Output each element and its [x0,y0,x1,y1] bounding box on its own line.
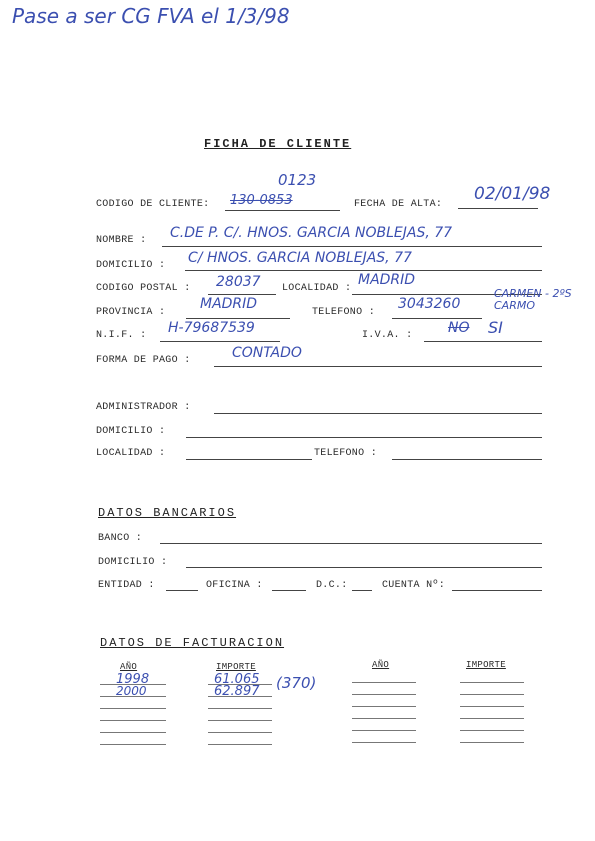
forma-pago-value: CONTADO [232,345,302,361]
fecha-alta-value: 02/01/98 [474,184,551,204]
telefono-label: TELEFONO : [312,307,376,318]
fact-line [208,744,272,745]
fact-line [460,706,524,707]
fact-line [352,742,416,743]
provincia-value: MADRID [200,296,258,312]
entidad-line [166,590,198,591]
iva-value: SI [488,318,503,337]
iva-line [424,341,542,342]
col-ano-right: AÑO [372,660,390,670]
fact-line [460,742,524,743]
administrador-line [214,413,542,414]
iva-struck: NO [448,320,470,336]
iva-label: I.V.A. : [362,330,413,341]
dc-line [352,590,372,591]
fact-line [352,706,416,707]
handwritten-note: Pase a ser CG FVA el 1/3/98 [12,4,290,28]
page-title: FICHA DE CLIENTE [204,137,352,151]
bancarios-domicilio-line [186,567,542,568]
oficina-label: OFICINA : [206,580,263,591]
cuenta-line [452,590,542,591]
telefono-value: 3043260 [398,296,461,312]
fecha-alta-line [458,208,538,209]
fact-line [460,718,524,719]
col-importe-right: IMPORTE [466,660,506,670]
fact-row-2-ano: 2000 [116,684,147,698]
forma-pago-label: FORMA DE PAGO : [96,355,191,366]
fact-line [352,682,416,683]
fact-line [208,720,272,721]
domicilio-line [185,270,542,271]
fact-line [460,694,524,695]
telefono2-label: TELEFONO : [314,448,378,459]
fact-row-1-importe: 61.065 [214,672,260,687]
domicilio2-label: DOMICILIO : [96,426,166,437]
fact-row-1-ano: 1998 [116,672,150,687]
codigo-postal-value: 28037 [216,274,261,290]
domicilio-label: DOMICILIO : [96,260,166,271]
entidad-label: ENTIDAD : [98,580,155,591]
localidad-label: LOCALIDAD : [282,283,352,294]
forma-pago-line [214,366,542,367]
dc-label: D.C.: [316,580,348,591]
fact-row-2-importe: 62.897 [214,684,260,699]
fact-line [460,730,524,731]
localidad2-label: LOCALIDAD : [96,448,166,459]
nif-line [160,341,280,342]
fact-row-2-note: (370) [276,674,317,692]
oficina-line [272,590,306,591]
banco-label: BANCO : [98,533,143,544]
col-importe-left: IMPORTE [216,662,256,672]
cuenta-label: CUENTA Nº: [382,580,446,591]
bancarios-domicilio-label: DOMICILIO : [98,557,168,568]
localidad-value: MADRID [358,272,416,288]
fact-line [100,732,166,733]
domicilio2-line [186,437,542,438]
col-ano-left: AÑO [120,662,138,672]
fact-line [208,684,272,685]
fact-line [100,744,166,745]
codigo-cliente-value: 0123 [278,171,317,189]
banco-line [160,543,542,544]
telefono-line [392,318,482,319]
facturacion-heading: DATOS DE FACTURACION [100,636,285,650]
provincia-line [186,318,290,319]
telefono2-line [392,459,542,460]
nif-value: H-79687539 [168,320,255,336]
codigo-cliente-struck: 130-0853 [230,193,293,208]
fecha-alta-label: FECHA DE ALTA: [354,199,443,210]
nif-label: N.I.F. : [96,330,147,341]
codigo-cliente-label: CODIGO DE CLIENTE: [96,199,210,210]
fact-line [208,696,272,697]
codigo-postal-line [208,294,276,295]
nombre-label: NOMBRE : [96,235,147,246]
localidad2-line [186,459,312,460]
nombre-line [162,246,542,247]
fact-line [100,708,166,709]
fact-line [352,694,416,695]
fact-line [352,718,416,719]
fact-line [352,730,416,731]
provincia-label: PROVINCIA : [96,307,166,318]
fact-line [208,708,272,709]
fact-line [100,720,166,721]
telefono-note: CARMEN - 2ºS CARMO [494,287,572,312]
codigo-cliente-line [225,210,340,211]
fact-line [460,682,524,683]
fact-line [100,696,166,697]
codigo-postal-label: CODIGO POSTAL : [96,283,191,294]
bancarios-heading: DATOS BANCARIOS [98,506,237,520]
fact-line [208,732,272,733]
fact-line [100,684,166,685]
domicilio-value: C/ HNOS. GARCIA NOBLEJAS, 77 [188,250,412,266]
administrador-label: ADMINISTRADOR : [96,402,191,413]
nombre-value: C.DE P. C/. HNOS. GARCIA NOBLEJAS, 77 [170,225,453,241]
